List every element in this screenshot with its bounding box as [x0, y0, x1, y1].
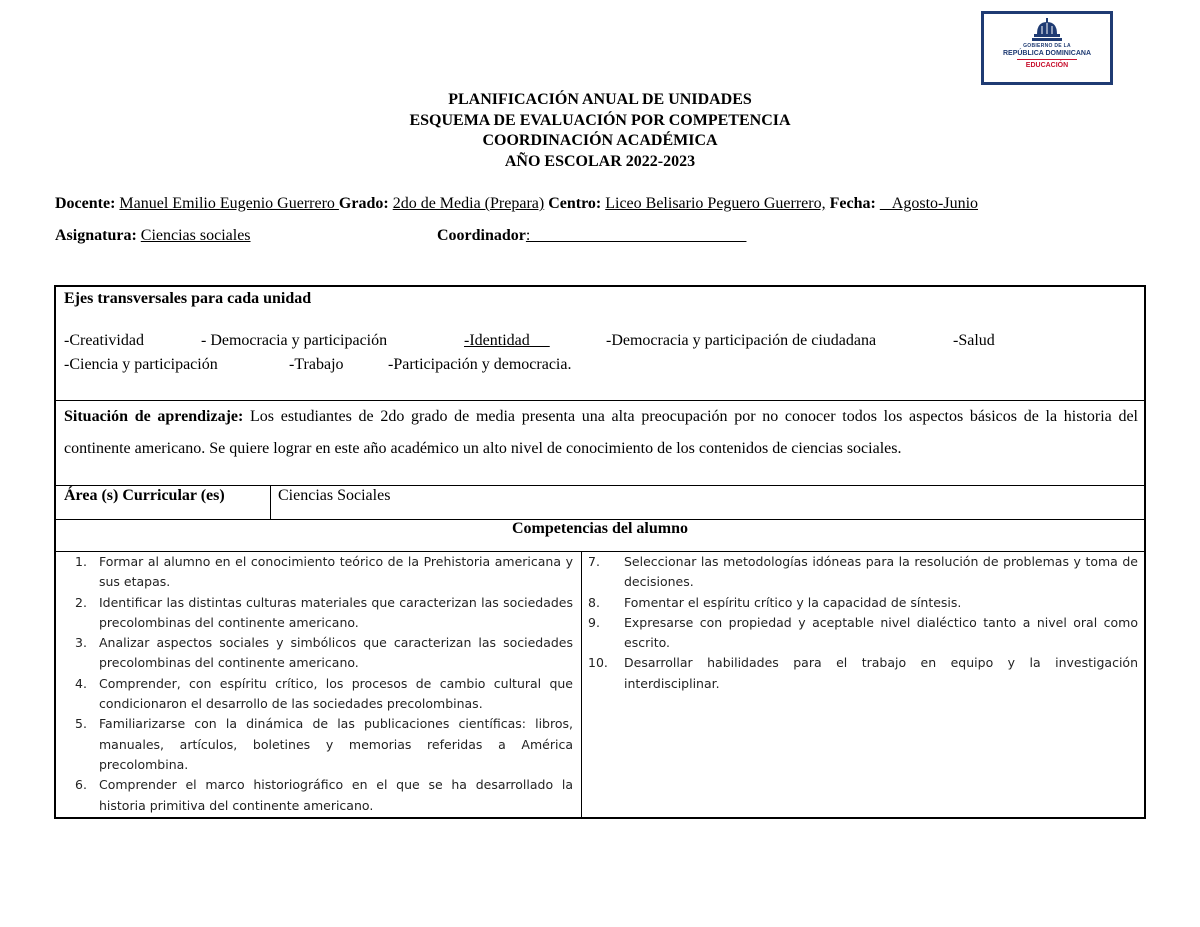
info-line-asignatura [55, 227, 251, 245]
situacion-text: Los estudiantes de 2do grado de media presenta una alta preocupación por no conocer todos los aspectos básicos de la historia del continente americano. Se quiere lograr en este año académico un alto nivel de conocimiento de los contenidos de ciencias sociales. [64, 408, 1138, 457]
item-text: Formar al alumno en el conocimiento teórico de la Prehistoria americana y sus etapas. [99, 554, 573, 590]
situacion-label: Situación de aprendizaje: [64, 408, 244, 425]
competencia-item [75, 714, 573, 775]
competencia-item [588, 552, 1138, 593]
title-line-3: COORDINACIÓN ACADÉMICA [482, 132, 718, 149]
competencia-item [75, 552, 573, 593]
competencia-item [75, 775, 573, 816]
fecha-label: Fecha: [829, 195, 876, 212]
item-number: 4. [75, 675, 87, 691]
ejes-title: Ejes transversales para cada unidad [64, 290, 312, 307]
title-line-4: AÑO ESCOLAR 2022-2023 [504, 152, 696, 170]
coordinador-value: :___________________________ [525, 227, 747, 244]
info-line-docente [55, 195, 978, 213]
competencia-item [75, 633, 573, 674]
competencia-item [75, 674, 573, 715]
eje-item: -Salud [953, 332, 995, 349]
info-coordinador [437, 227, 746, 245]
item-number: 3. [75, 635, 87, 651]
centro-label: Centro: [548, 195, 602, 212]
area-curricular-label: Área (s) Curricular (es) [64, 487, 225, 504]
grado-label: Grado: [338, 195, 389, 212]
title-line-2: ESQUEMA DE EVALUACIÓN POR COMPETENCIA [409, 111, 791, 129]
item-text: Expresarse con propiedad y aceptable nivel dialéctico tanto a nivel oral como escrito. [624, 614, 1138, 651]
logo-line-gobierno: GOBIERNO DE LA [1023, 43, 1071, 49]
column-divider [581, 551, 582, 817]
document-title-block [0, 90, 1200, 172]
area-curricular-value: Ciencias Sociales [278, 487, 391, 504]
docente-label: Docente: [55, 195, 116, 212]
asignatura-label: Asignatura: [55, 227, 137, 244]
item-text: Comprender, con espíritu crítico, los procesos de cambio cultural que condicionaron el desarrollo de las sociedades precolombinas. [99, 675, 573, 712]
grado-value: 2do de Media (Prepara) [392, 195, 545, 212]
item-text: Comprender el marco historiográfico en el que se ha desarrollado la historia primitiva del continente americano. [99, 777, 573, 813]
title-line-1: PLANIFICACIÓN ANUAL DE UNIDADES [448, 91, 752, 108]
item-number: 2. [75, 594, 87, 610]
item-text: Seleccionar las metodologías idóneas para la resolución de problemas y toma de decisiones. [624, 554, 1138, 590]
competencia-item [75, 593, 573, 634]
palace-dome-icon [1030, 17, 1064, 43]
row-divider [56, 485, 1144, 486]
eje-item: -Trabajo [289, 356, 344, 373]
item-number: 7. [588, 554, 600, 569]
asignatura-value: Ciencias sociales [140, 227, 251, 244]
item-text: Desarrollar habilidades para el trabajo en equipo y la investigación interdisciplinar. [624, 655, 1138, 691]
eje-item: -Ciencia y participación [64, 356, 218, 373]
competencia-item [588, 653, 1138, 694]
item-text: Identificar las distintas culturas materiales que caracterizan las sociedades precolombinas del continente americano. [99, 594, 573, 630]
item-number: 10. [588, 655, 608, 671]
eje-item: - Democracia y participación [201, 332, 388, 349]
docente-value: Manuel Emilio Eugenio Guerrero [119, 195, 339, 212]
eje-item: -Participación y democracia. [388, 356, 572, 373]
government-logo [981, 11, 1113, 85]
eje-item: -Creatividad [64, 332, 144, 349]
fecha-value: _Agosto-Junio [879, 195, 979, 212]
logo-divider [1017, 59, 1077, 60]
eje-item: -Identidad [464, 332, 550, 349]
competencia-item [588, 593, 1138, 613]
item-number: 8. [588, 594, 600, 610]
planning-table [54, 285, 1146, 819]
logo-line-republica: REPÚBLICA DOMINICANA [1002, 50, 1092, 57]
competencias-right-list [588, 552, 1138, 694]
situacion-aprendizaje [64, 401, 1138, 465]
item-text: Familiarizarse con la dinámica de las publicaciones científicas: libros, manuales, artículos, boletines y memorias referidas a América precolombina. [99, 716, 573, 772]
item-number: 9. [588, 614, 600, 630]
competencias-title: Competencias del alumno [512, 520, 688, 537]
item-number: 5. [75, 716, 87, 732]
item-number: 6. [75, 777, 87, 793]
competencias-left-list [75, 552, 573, 816]
eje-item: -Democracia y participación de ciudadana [606, 332, 877, 349]
logo-line-educacion: EDUCACIÓN [1025, 62, 1069, 69]
item-text: Fomentar el espíritu crítico y la capacidad de síntesis. [624, 594, 962, 610]
column-divider [270, 485, 271, 519]
centro-value: Liceo Belisario Peguero Guerrero, [605, 195, 826, 212]
item-number: 1. [75, 554, 87, 569]
competencia-item [588, 613, 1138, 654]
item-text: Analizar aspectos sociales y simbólicos que caracterizan las sociedades precolombinas del continente americano. [99, 635, 573, 671]
coordinador-label: Coordinador [437, 227, 526, 244]
